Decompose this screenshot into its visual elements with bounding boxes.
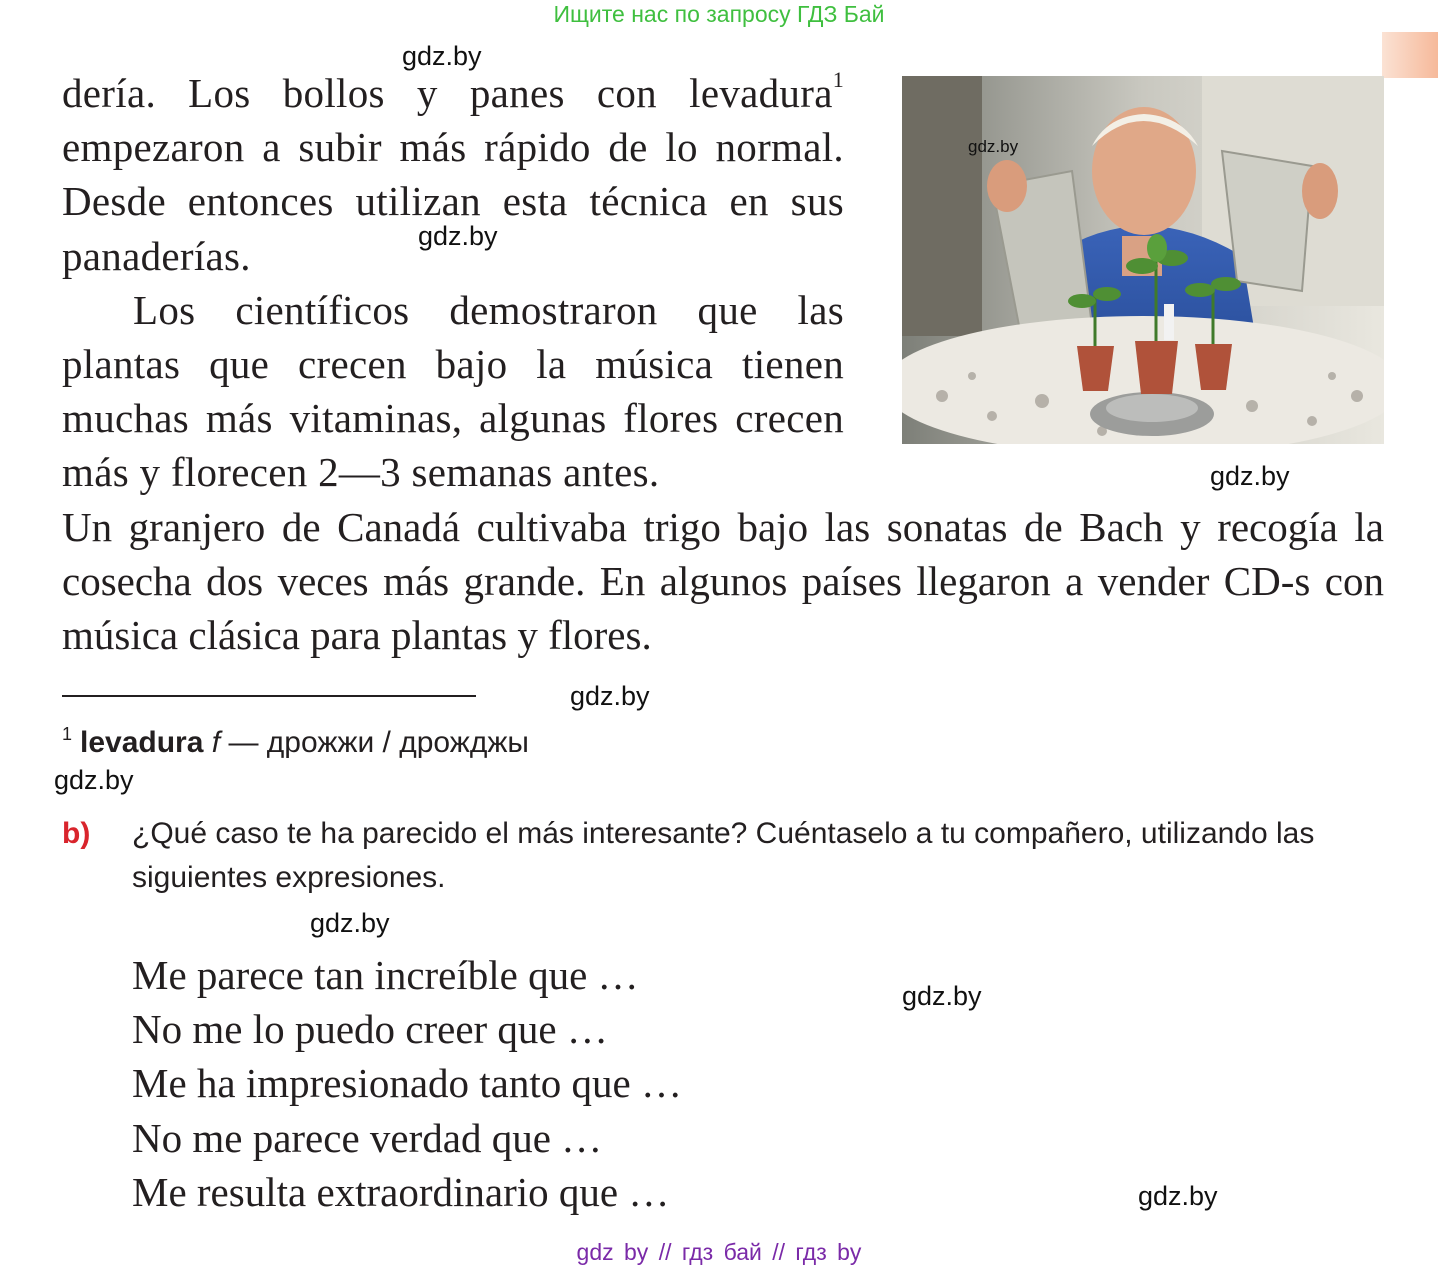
watermark: gdz.by [310,908,390,938]
paragraph-2-continued: Un granjero de Canadá cultivaba trigo bajo las sonatas de Bach y recogía la cosecha dos veces más grande. En algunos países llegaron a vender CD-s con música clásica para plantas y flores. [62,504,1384,659]
footer-links[interactable]: gdz by // гдз бай // гдз by [576,1239,862,1265]
expression-item: No me parece verdad que … [132,1114,603,1161]
footnote-divider [62,695,476,697]
footnote-gender: f [211,726,221,759]
footnote-term: levadura [80,726,204,759]
expression-list [132,948,682,1219]
paragraph-2: Los científicos demostraron que las plantas que crecen bajo la música tienen muchas más vitaminas, algunas flores crecen más y florecen 2—3 semanas antes. [62,286,844,496]
watermark: gdz.by [54,765,134,795]
watermark: gdz.by [1210,461,1290,491]
paragraph-1-rest: empezaron a subir más rápido de lo normal. Desde entonces utilizan esta técnica en sus panaderías. [62,124,844,279]
watermark: gdz.by [968,137,1019,156]
article-column [62,66,844,500]
expression-item: No me lo puedo creer que … [132,1006,608,1053]
expression-item: Me ha impresionado tanto que … [132,1060,682,1107]
footnote-number: 1 [62,724,73,744]
paragraph-1-text: dería. Los bollos y panes con levadura [62,70,833,116]
search-banner[interactable]: Ищите нас по запросу ГДЗ Бай [553,1,885,27]
expression-item: Me resulta extraordinario que … [132,1168,670,1215]
task-marker: b) [62,817,91,850]
watermark: gdz.by [418,221,498,251]
watermark: gdz.by [1138,1181,1218,1211]
watermark: gdz.by [402,41,482,71]
expression-item: Me parece tan increíble que … [132,952,639,998]
footnote-ref[interactable]: 1 [832,67,844,92]
article-full-width [62,500,1384,663]
task-instruction [132,812,1384,900]
footnote-definition: — дрожжи / дрожджы [220,726,529,759]
watermark: gdz.by [570,681,650,711]
page-corner-tab [1382,32,1438,78]
watermark: gdz.by [902,981,982,1011]
footnote [62,716,529,761]
task-instruction-text: ¿Qué caso te ha parecido el más interesante? Cuéntaselo a tu compañero, utilizando las siguientes expresiones. [132,817,1315,894]
